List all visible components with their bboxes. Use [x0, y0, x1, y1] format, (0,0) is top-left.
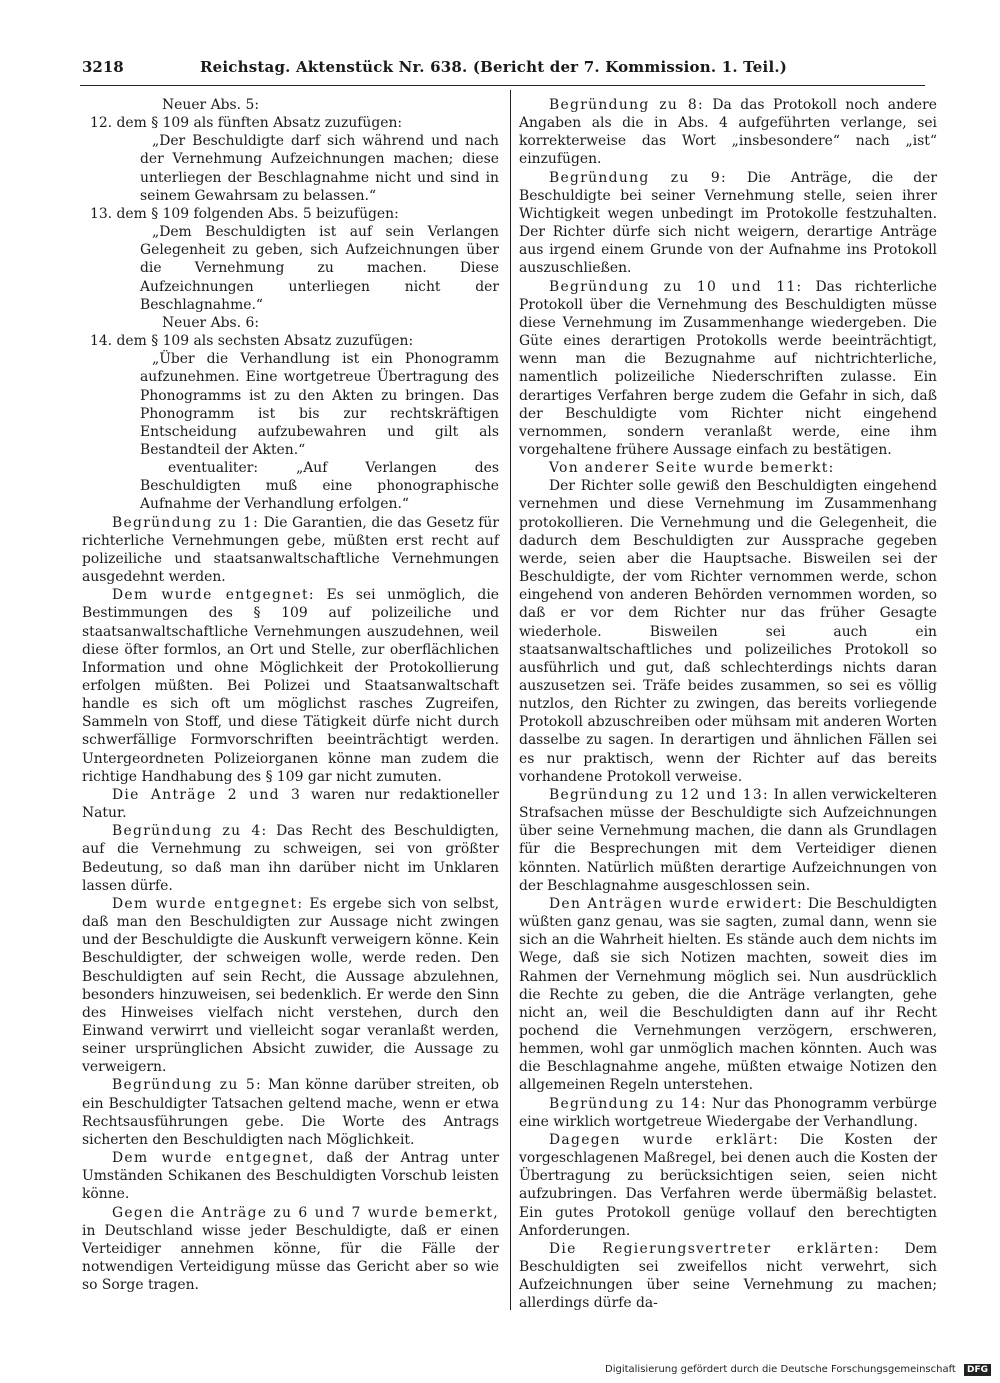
paragraph-text: In allen verwickelteren Strafsachen müsse der Beschuldigte sich Aufzeichnungen über seine Vernehmung machen, die dann als Grundlagen für die Besprechungen mit dem Verteidiger dienen könnten. Natürlich müßten derartige Aufzeichnungen von der Beschlagnahme ausgeschlossen sein.: [519, 786, 937, 894]
paragraph-lead: Begründung zu 9:: [549, 169, 728, 186]
paragraph: [519, 1131, 937, 1240]
paragraph-lead: Begründung zu 1:: [112, 514, 260, 531]
page-number: 3218: [82, 58, 124, 76]
funding-note: Digitalisierung gefördert durch die Deutsche Forschungsgemeinschaft: [605, 1364, 956, 1375]
paragraph: [519, 459, 937, 477]
quoted-text: eventualiter: „Auf Verlangen des Beschuldigten muß eine phonographische Aufnahme der Verhandlung erfolgen.“: [140, 460, 499, 513]
page-header: [82, 58, 922, 84]
paragraph: [82, 514, 499, 587]
paragraph: [82, 822, 499, 895]
motion-item: 14. dem § 109 als sechsten Absatz zuzufügen:: [90, 333, 414, 350]
paragraph-text: in Deutschland wisse jeder Beschuldigte, daß er einen Verteidiger annehmen könne, für die Fälle der notwendigen Verteidigung müsse das Gericht aber so wie so Sorge tragen.: [82, 1222, 499, 1294]
paragraph: [82, 895, 499, 1077]
left-column: [82, 96, 499, 1294]
paragraph-lead: Dagegen wurde erklärt:: [549, 1131, 780, 1148]
paragraph-lead: Gegen die Anträge zu 6 und 7 wurde bemerkt,: [112, 1204, 499, 1221]
paragraph-text: Die Beschuldigten wüßten ganz genau, was sie sagten, zumal dann, wenn sie sich an die Wahrheit hielten. Es stände auch dem nichts im Wege, daß sie sich Notizen machten, soweit dies im Rahmen der Vernehmung möglich sei. Nun ausdrücklich die Rechte zu geben, die die Anträge verlangten, gehe nicht an, weil die Beschuldigten dann auf ihr Recht pochend die Vernehmungen verzögern, erschweren, hemmen, wohl gar unmöglich machen könnten. Auch was die Beschlagnahme angehe, müßten etwaige Notizen den allgemeinen Regeln unterstehen.: [519, 895, 937, 1094]
paragraph-lead: Den Anträgen wurde erwidert:: [549, 895, 804, 912]
subheading: Neuer Abs. 6:: [162, 314, 259, 331]
header-rule: [80, 85, 925, 86]
paragraph-text: Die Garantien, die das Gesetz für richterliche Vernehmungen gebe, müßten erst recht auf polizeiliche und staatsanwaltschaftliche Vernehmungen ausgedehnt werden.: [82, 514, 499, 586]
paragraph-text: Das richterliche Protokoll über die Vernehmung des Beschuldigten müsse diese Vernehmung im Zusammenhange wiedergeben. Die Güte eines derartigen Protokolls werde beeinträchtigt, wenn man die Bezugnahme auf nichtrichterliche, namentlich polizeiliche Niederschriften zulasse. Ein derartiges Verfahren berge zudem die Gefahr in sich, daß der Beschuldigte vom Richter nicht eingehend vernommen, sondern veranlaßt werde, eine ihm vorgehaltene frühere Aussage einfach zu bestätigen.: [519, 278, 937, 458]
paragraph-text: Man könne darüber streiten, ob ein Beschuldigter Tatsachen geltend mache, wenn er etwa Rechtsausführungen gebe. Die Worte des Antrags sicherten den Beschuldigten nach Möglichkeit.: [82, 1077, 499, 1148]
paragraph-lead: Dem wurde entgegnet:: [112, 895, 304, 912]
paragraph-text: Es ergebe sich von selbst, daß man den Beschuldigten zur Aussage nicht zwingen und der Beschuldigte die Auskunft verweigern könne. Kein Beschuldigter, der schweigen wolle, werde reden. Den Beschuldigten auf sein Recht, die Aussage abzulehnen, besonders hinzuweisen, sei bedenklich. Er werde den Sinn des Hinweises vielfach nicht verstehen, durch den Einwand verwirrt und vielleicht sogar veranlaßt werden, seiner ursprünglichen Absicht zuwider, die Aussage zu verweigern.: [82, 895, 499, 1076]
paragraph-lead: Begründung zu 14:: [549, 1095, 708, 1112]
paragraph-lead: Begründung zu 12 und 13:: [549, 786, 770, 803]
paragraph: [82, 1149, 499, 1203]
paragraph: Der Richter solle gewiß den Beschuldigten eingehend vernehmen und diese Vernehmung im Zusammenhang protokollieren. Die Vernehmung und die Gelegenheit, die dadurch dem Beschuldigten zur Aussprache gegeben werde, seien aber die Hauptsache. Bisweilen sei der Beschuldigte, der vom Richter vernommen werde, schon eingehend von anderen Behörden vernommen worden, so daß er vor dem Richter nur das früher Gesagte wiederhole. Bisweilen sei auch ein staatsanwaltschaftliches und polizeiliches Protokoll so ausführlich und gut, daß schlechterdings nichts daran auszusetzen sei. Träfe beides zusammen, so sei es völlig nutzlos, den Richter zu zwingen, das bereits vorliegende Protokoll abzuschreiben oder mühsam mit anderen Worten dasselbe zu sagen. In derartigen und ähnlichen Fällen sei es nur praktisch, wenn der Richter auf das bereits vorhandene Protokoll verweise.: [519, 478, 937, 785]
subheading: Neuer Abs. 5:: [162, 97, 259, 113]
paragraph: [82, 586, 499, 786]
paragraph-text: Nur das Phonogramm verbürge eine wirklich wortgetreue Wiedergabe der Verhandlung.: [519, 1095, 937, 1130]
quoted-text: „Dem Beschuldigten ist auf sein Verlangen Gelegenheit zu geben, sich Aufzeichnungen über die Vernehmung zu machen. Diese Aufzeichnungen unterliegen nicht der Beschlagnahme.“: [140, 224, 499, 313]
dfg-logo: DFG: [964, 1364, 991, 1376]
funding-footer: [605, 1364, 989, 1376]
paragraph-lead: Begründung zu 8:: [549, 97, 704, 113]
paragraph-lead: Dem wurde entgegnet:: [112, 587, 315, 604]
paragraph: [519, 169, 937, 278]
paragraph-lead: Dem wurde entgegnet,: [112, 1150, 315, 1167]
paragraph-text: Die Anträge, die der Beschuldigte bei seiner Vernehmung stelle, seien ihrer Wichtigkeit wegen unbedingt im Protokolle festzuhalten. Der Richter dürfe sich nicht weigern, derartige Anträge aus irgend einem Grunde von der Aufnahme ins Protokoll auszuschließen.: [519, 169, 937, 277]
paragraph-lead: Begründung zu 4:: [112, 823, 268, 840]
paragraph-lead: Begründung zu 10 und 11:: [549, 278, 803, 295]
paragraph: [82, 1204, 499, 1295]
paragraph: [519, 96, 937, 169]
paragraph-lead: Die Regierungsvertreter erklärten:: [549, 1240, 881, 1257]
paragraph-lead: Die Anträge 2 und 3: [112, 786, 302, 803]
paragraph: [519, 278, 937, 460]
quoted-text: „Über die Verhandlung ist ein Phonogramm aufzunehmen. Eine wortgetreue Übertragung des Phonogramms ist zu den Akten zu bringen. Das Phonogramm ist bis zur rechtskräftigen Entscheidung aufzubewahren und gilt als Bestandteil der Akten.“: [140, 351, 499, 458]
paragraph-lead: Begründung zu 5:: [112, 1077, 262, 1094]
motion-item: 12. dem § 109 als fünften Absatz zuzufügen:: [90, 115, 403, 132]
paragraph: [519, 1095, 937, 1131]
paragraph: [82, 1076, 499, 1149]
paragraph-lead: Von anderer Seite wurde bemerkt:: [549, 460, 835, 477]
paragraph: [82, 786, 499, 822]
paragraph: [519, 895, 937, 1095]
column-divider: [510, 90, 511, 1310]
paragraph-text: Das Recht des Beschuldigten, auf die Vernehmung zu schweigen, sei von größter Bedeutung, so daß man ihn darüber nicht im Unklaren lassen dürfe.: [82, 823, 499, 894]
paragraph-text: Da das Protokoll noch andere Angaben als die in Abs. 4 aufgeführten verlange, sei korrekterweise das Wort „insbesondere“ nach „ist“ einzufügen.: [519, 97, 937, 168]
right-column: [519, 96, 937, 1312]
paragraph-text: Die Kosten der vorgeschlagenen Maßregel, bei denen auch die Kosten der Übertragung zu berücksichtigen seien, seien nicht aufzubringen. Das Verfahren werde übermäßig belastet. Ein gutes Protokoll genüge vollauf den berechtigten Anforderungen.: [519, 1131, 937, 1239]
paragraph-text: Dem Beschuldigten sei zweifellos nicht verwehrt, sich Aufzeichnungen über seine Vernehmung zu machen; allerdings dürfe da-: [519, 1240, 937, 1312]
paragraph: [519, 786, 937, 895]
paragraph-text: daß der Antrag unter Umständen Schikanen des Beschuldigten Vorschub leisten könne.: [82, 1150, 499, 1203]
paragraph-text: waren nur redaktioneller Natur.: [82, 786, 500, 822]
quoted-text: „Der Beschuldigte darf sich während und nach der Vernehmung Aufzeichnungen machen; diese unterliegen der Beschlagnahme nicht und sind in seinem Gewahrsam zu belassen.“: [140, 133, 499, 204]
running-title: Reichstag. Aktenstück Nr. 638. (Bericht der 7. Kommission. 1. Teil.): [200, 58, 788, 76]
paragraph-text: Es sei unmöglich, die Bestimmungen des § 109 auf polizeiliche und staatsanwaltschaftliche Vernehmungen auszudehnen, weil diese öfter formlos, an Ort und Stelle, zur oberflächlichen Information und ohne Möglichkeit der Protokollierung erfolgen müßten. Bei Polizei und Staatsanwaltschaft handle es sich oft um möglichst rasches Zugreifen, Sammeln von Stoff, und diese Tätigkeit dürfe nicht durch schwerfällige Formvorschriften beeinträchtigt werden. Untergeordneten Polizeiorganen könne man zudem die richtige Handhabung des § 109 gar nicht zumuten.: [82, 587, 499, 785]
paragraph: [519, 1240, 937, 1313]
motion-item: 13. dem § 109 folgenden Abs. 5 beizufügen:: [90, 205, 399, 222]
